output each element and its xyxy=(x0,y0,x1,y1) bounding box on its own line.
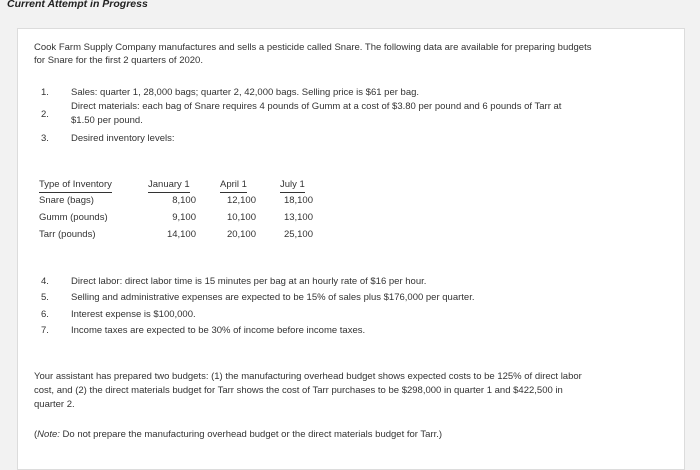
item-text: $1.50 per pound. xyxy=(71,115,143,126)
table-cell: 12,100 xyxy=(226,195,256,206)
item-number: 1. xyxy=(41,87,49,98)
table-cell: 14,100 xyxy=(166,229,196,240)
table-cell: 13,100 xyxy=(283,212,313,223)
table-cell: Gumm (pounds) xyxy=(39,212,108,223)
item-number: 4. xyxy=(41,276,49,287)
item-text: Direct labor: direct labor time is 15 minutes per bag at an hourly rate of $16 per hour. xyxy=(71,276,427,287)
table-cell: 10,100 xyxy=(226,212,256,223)
item-number: 3. xyxy=(41,133,49,144)
table-header-cell: January 1 xyxy=(148,179,190,193)
note-text xyxy=(34,429,442,441)
item-number: 5. xyxy=(41,292,49,303)
intro-line-2: for Snare for the first 2 quarters of 2020. xyxy=(34,55,203,66)
item-number: 6. xyxy=(41,309,49,320)
assistant-line-2: cost, and (2) the direct materials budget for Tarr shows the cost of Tarr purchases to be $298,000 in quarter 1 and $422,500 in xyxy=(34,385,563,396)
table-cell: 25,100 xyxy=(283,229,313,240)
table-cell: Snare (bags) xyxy=(39,195,94,206)
note-open-paren: ( xyxy=(34,429,38,440)
table-cell: 18,100 xyxy=(283,195,313,206)
assistant-line-3: quarter 2. xyxy=(34,399,75,410)
page-header xyxy=(0,0,700,16)
item-text: Interest expense is $100,000. xyxy=(71,309,196,320)
note-label: Note: xyxy=(37,429,60,440)
table-cell: 20,100 xyxy=(226,229,256,240)
note-body: Do not prepare the manufacturing overhead budget or the direct materials budget for Tarr.) xyxy=(59,429,443,440)
item-text: Sales: quarter 1, 28,000 bags; quarter 2, 42,000 bags. Selling price is $61 per bag. xyxy=(71,87,420,98)
item-text: Selling and administrative expenses are expected to be 15% of sales plus $176,000 per quarter. xyxy=(71,292,475,303)
item-number: 2. xyxy=(41,109,49,120)
table-header-cell: July 1 xyxy=(280,179,305,193)
intro-line-1: Cook Farm Supply Company manufactures and sells a pesticide called Snare. The following data are available for preparing budgets xyxy=(34,42,592,53)
page-title: Current Attempt in Progress xyxy=(7,0,148,10)
question-panel xyxy=(17,28,685,470)
item-text: Direct materials: each bag of Snare requires 4 pounds of Gumm at a cost of $3.80 per pound and 6 pounds of Tarr at xyxy=(71,101,562,112)
table-header-cell: April 1 xyxy=(220,179,247,193)
item-number: 7. xyxy=(41,325,49,336)
table-cell: Tarr (pounds) xyxy=(39,229,96,240)
table-cell: 9,100 xyxy=(172,212,196,223)
item-text: Desired inventory levels: xyxy=(71,133,175,144)
item-text: Income taxes are expected to be 30% of income before income taxes. xyxy=(71,325,366,336)
assistant-line-1: Your assistant has prepared two budgets: (1) the manufacturing overhead budget shows expected costs to be 125% of direct labor xyxy=(34,371,582,382)
table-cell: 8,100 xyxy=(172,195,196,206)
table-header-cell: Type of Inventory xyxy=(39,179,112,193)
